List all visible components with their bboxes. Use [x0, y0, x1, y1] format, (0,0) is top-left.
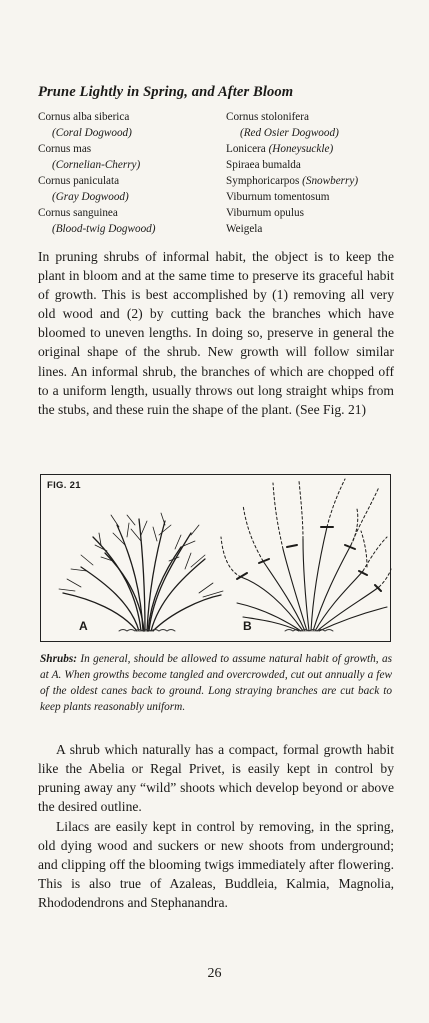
plant-latin-name: Lonicera — [226, 143, 269, 155]
body-paragraph: In pruning shrubs of informal habit, the object is to keep the plant in bloom and at the same time to preserve its graceful habit of growth. This is best accomplished by (1) removing all very old wood and (2) by cutting back the branches which have bloomed to uneven lengths. In doing so, preserve in general the original shape of the shrub. New growth will follow similar lines. An informal shrub, the branches of which are chopped off to a uniform length, usually throws out long straight whips from the stubs, and these ruin the shape of the plant. (See Fig. 21) — [38, 249, 394, 417]
figure-caption — [40, 651, 392, 715]
plant-common-name: (Blood-twig Dogwood) — [52, 223, 156, 235]
section-heading: Prune Lightly in Spring, and After Bloom — [38, 84, 294, 100]
plant-entry — [226, 205, 401, 221]
plant-latin-name: Cornus alba siberica — [38, 111, 130, 123]
caption-heading: Shrubs: — [40, 653, 78, 665]
plant-entry — [226, 221, 401, 237]
plant-latin-name: Cornus stolonifera — [226, 111, 309, 123]
shrub-b-drawing — [221, 479, 391, 631]
shrub-illustration — [41, 475, 392, 643]
plant-entry — [226, 173, 401, 189]
body-paragraph: A shrub which naturally has a compact, formal growth habit like the Abelia or Regal Privet, is easily kept in control by pruning away any “wild” shoots which develop beyond or above the desired outline. — [38, 742, 394, 815]
plant-latin-name: Weigela — [226, 223, 263, 235]
plant-entry — [38, 173, 223, 205]
plant-entry — [226, 189, 401, 205]
plant-entry — [226, 157, 401, 173]
plant-entry — [38, 205, 223, 237]
plant-common-name: (Snowberry) — [302, 175, 359, 187]
caption-text: In general, should be allowed to assume natural habit of growth, as at A. When growths become tangled and overcrowded, cut out annually a few of the oldest canes back to ground. Long straying branches are cut back to keep plants reasonably uniform. — [40, 653, 392, 714]
plant-latin-name: Viburnum tomentosum — [226, 191, 330, 203]
plant-latin-name: Viburnum opulus — [226, 207, 304, 219]
plant-common-name: (Honeysuckle) — [268, 143, 334, 155]
plant-latin-name: Cornus paniculata — [38, 175, 120, 187]
plant-common-name: (Cornelian-Cherry) — [52, 159, 141, 171]
plant-latin-name: Cornus sanguinea — [38, 207, 118, 219]
plant-entry — [226, 109, 401, 141]
plant-entry — [38, 109, 223, 141]
plant-list-right — [226, 109, 401, 237]
plant-latin-name: Symphoricarpos — [226, 175, 303, 187]
figure-label: FIG. 21 — [47, 480, 81, 491]
plant-list-left — [38, 109, 223, 237]
plant-common-name: (Coral Dogwood) — [52, 127, 132, 139]
plant-entry — [38, 141, 223, 173]
figure-21 — [40, 474, 391, 642]
plant-latin-name: Cornus mas — [38, 143, 92, 155]
plant-common-name: (Gray Dogwood) — [52, 191, 129, 203]
page-number: 26 — [207, 966, 222, 981]
body-paragraph: Lilacs are easily kept in control by removing, in the spring, old dying wood and suckers or new shoots from underground; and clipping off the blooming twigs immediately after flowering. This is also true of Azaleas, Buddleia, Kalmia, Magnolia, Rhododendrons and Stephanandra. — [38, 819, 394, 911]
figure-letter-a: A — [79, 619, 88, 633]
shrub-a-drawing — [59, 513, 223, 631]
plant-common-name: (Red Osier Dogwood) — [240, 127, 339, 139]
figure-letter-b: B — [243, 619, 252, 633]
plant-latin-name: Spiraea bumalda — [226, 159, 301, 171]
plant-entry — [226, 141, 401, 157]
